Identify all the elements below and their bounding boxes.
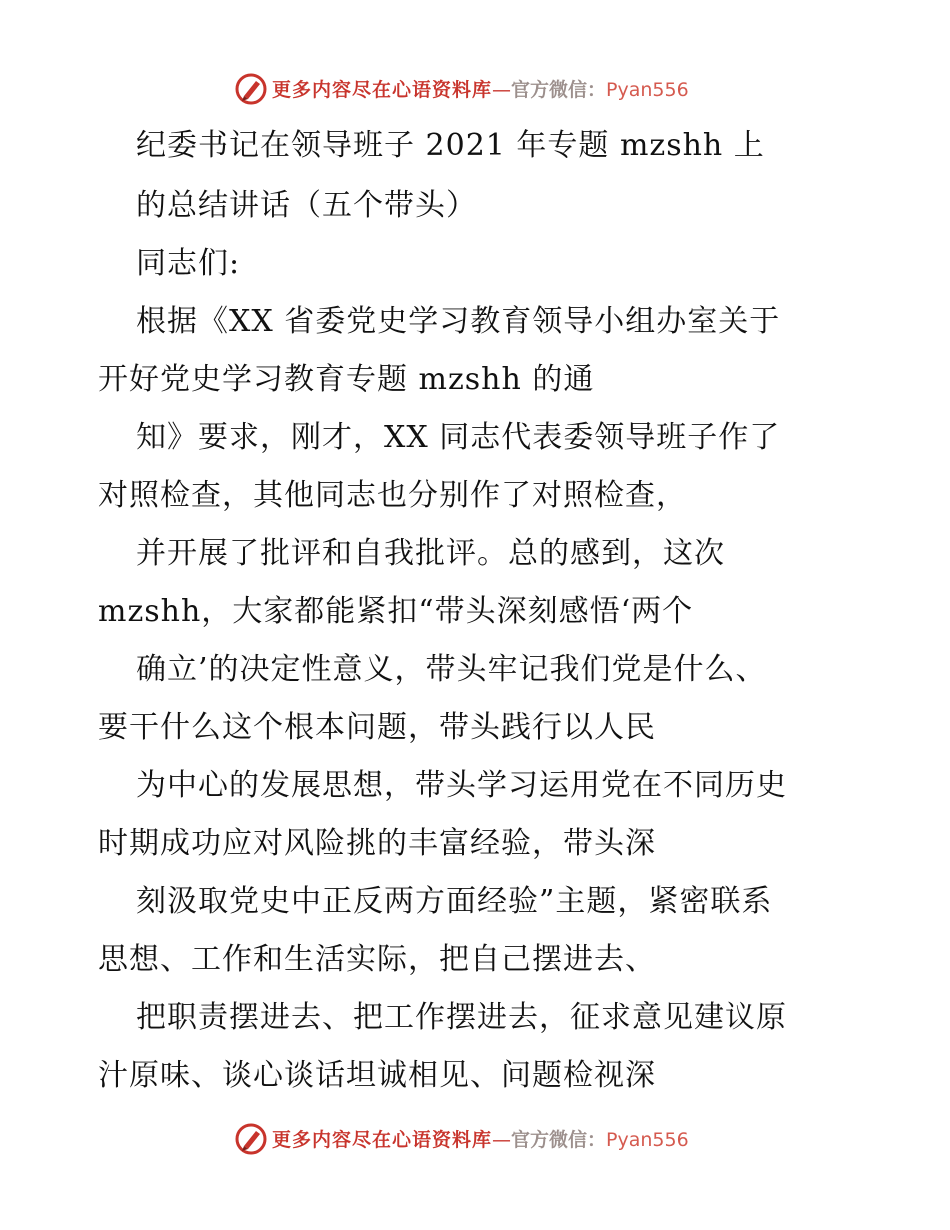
body-line: mzshh，大家都能紧扣“带头深刻感悟‘两个 bbox=[98, 594, 694, 629]
watermark-wechat-label: 官方微信： bbox=[511, 1129, 607, 1151]
pen-logo-icon bbox=[234, 72, 268, 106]
body-line: 刻汲取党史中正反两方面经验”主题，紧密联系 bbox=[136, 884, 773, 919]
body-line: 要干什么这个根本问题，带头践行以人民 bbox=[98, 710, 656, 745]
watermark-site-text: 更多内容尽在心语资料库 bbox=[272, 1129, 493, 1151]
watermark-site-text: 更多内容尽在心语资料库 bbox=[272, 79, 493, 101]
document-title-line-1: 纪委书记在领导班子 2021 年专题 mzshh 上 bbox=[136, 128, 765, 163]
salutation: 同志们: bbox=[136, 246, 241, 281]
body-line: 并开展了批评和自我批评。总的感到，这次 bbox=[136, 536, 725, 571]
header-watermark bbox=[0, 70, 950, 110]
body-line: 开好党史学习教育专题 mzshh 的通 bbox=[98, 362, 595, 397]
body-line: 知》要求，刚才，XX 同志代表委领导班子作了 bbox=[136, 420, 781, 455]
body-line: 确立’的决定性意义，带头牢记我们党是什么、 bbox=[136, 652, 767, 687]
pen-logo-icon bbox=[234, 1122, 268, 1156]
body-line: 对照检查，其他同志也分别作了对照检查， bbox=[98, 478, 687, 513]
body-line: 为中心的发展思想，带头学习运用党在不同历史 bbox=[136, 768, 787, 803]
body-line: 思想、工作和生活实际，把自己摆进去、 bbox=[98, 942, 656, 977]
watermark-text bbox=[272, 1128, 689, 1152]
body-line: 把职责摆进去、把工作摆进去，征求意见建议原 bbox=[136, 1000, 787, 1035]
footer-watermark bbox=[0, 1120, 950, 1160]
watermark-wechat-id: Pyan556 bbox=[606, 1129, 689, 1151]
body-line: 时期成功应对风险挑的丰富经验，带头深 bbox=[98, 826, 656, 861]
body-line: 根据《XX 省委党史学习教育领导小组办室关于 bbox=[136, 304, 781, 339]
watermark-text bbox=[272, 78, 689, 102]
watermark-wechat-label: 官方微信： bbox=[511, 79, 607, 101]
watermark-wechat-id: Pyan556 bbox=[606, 79, 689, 101]
document-title-line-2: 的总结讲话（五个带头） bbox=[136, 188, 477, 223]
body-line: 汁原味、谈心谈话坦诚相见、问题检视深 bbox=[98, 1058, 656, 1093]
watermark-separator: — bbox=[492, 1129, 512, 1151]
watermark-separator: — bbox=[492, 79, 512, 101]
